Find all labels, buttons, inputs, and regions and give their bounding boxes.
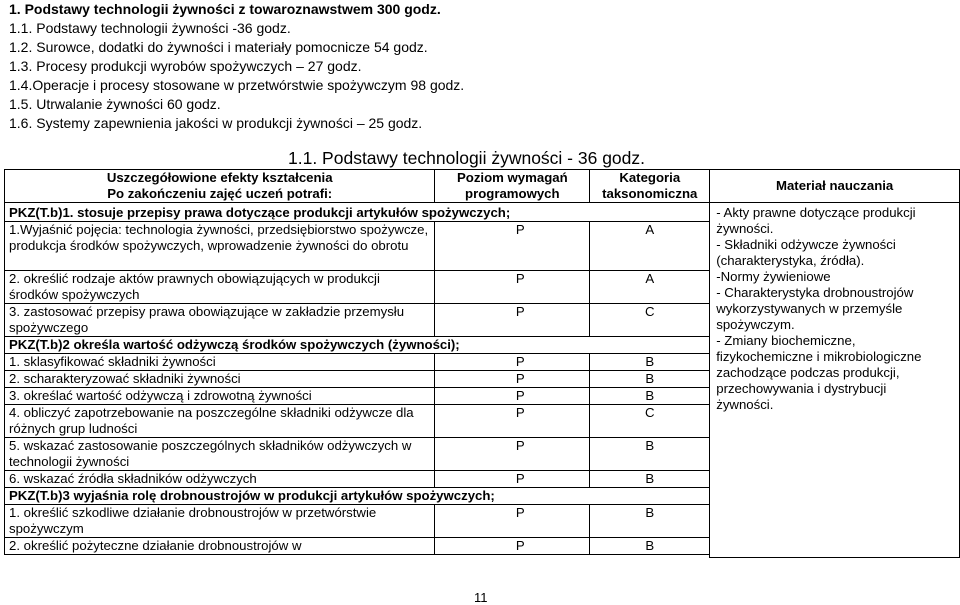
category-cell: B [590, 388, 710, 405]
category-cell: C [590, 405, 710, 438]
level-cell: P [435, 271, 590, 304]
material-line: (charakterystyka, źródła). [716, 253, 865, 268]
header-level [435, 170, 590, 203]
header-line: 1.4.Operacje i procesy stosowane w przetwórstwie spożywczym 98 godz. [9, 77, 465, 93]
category-cell: B [590, 471, 710, 488]
level-cell: P [435, 471, 590, 488]
header-effects-line2: Po zakończeniu zajęć uczeń potrafi: [107, 186, 333, 201]
header-effects-line1: Uszczegółowione efekty kształcenia [106, 170, 333, 185]
header-line: 1.1. Podstawy technologii żywności -36 godz. [9, 20, 291, 36]
effect-text: 4. obliczyć zapotrzebowanie na poszczególne składniki odżywcze dla różnych grup ludności [5, 405, 435, 438]
group-heading: PKZ(T.b)1. stosuje przepisy prawa dotyczące produkcji artykułów spożywczych; [5, 203, 710, 222]
level-cell: P [435, 405, 590, 438]
effect-text: 1. sklasyfikować składniki żywności [5, 354, 435, 371]
category-cell: B [590, 438, 710, 471]
material-cell [710, 203, 960, 558]
level-cell: P [435, 538, 590, 555]
material-line: wykorzystywanych w przemyśle [716, 301, 903, 316]
effect-text: 2. określić pożyteczne działanie drobnoustrojów w [5, 538, 435, 555]
header-category-line1: Kategoria [619, 170, 681, 185]
category-cell: C [590, 304, 710, 337]
category-cell: B [590, 505, 710, 538]
material-line: fizykochemiczne i mikrobiologiczne [716, 349, 922, 364]
level-cell: P [435, 371, 590, 388]
effect-text: 2. określić rodzaje aktów prawnych obowiązujących w produkcji środków spożywczych [5, 271, 435, 304]
material-line: - Akty prawne dotyczące produkcji [716, 205, 916, 220]
header-line: 1.6. Systemy zapewnienia jakości w produkcji żywności – 25 godz. [9, 115, 423, 131]
material-line: spożywczym. [716, 317, 795, 332]
effect-text: 3. określać wartość odżywczą i zdrowotną żywności [5, 388, 435, 405]
group-heading: PKZ(T.b)3 wyjaśnia rolę drobnoustrojów w produkcji artykułów spożywczych; [5, 488, 710, 505]
group-heading-row [5, 203, 960, 222]
effect-text: 3. zastosować przepisy prawa obowiązujące w zakładzie przemysłu spożywczego [5, 304, 435, 337]
effect-text: 1.Wyjaśnić pojęcia: technologia żywności, przedsiębiorstwo spożywcze, produkcja środków spożywczych, wprowadzenie żywności do obrotu [5, 222, 435, 271]
spacer-cell [5, 555, 710, 558]
material-line: - Zmiany biochemiczne, [716, 333, 856, 348]
header-level-line1: Poziom wymagań [456, 170, 568, 185]
header-line: 1.2. Surowce, dodatki do żywności i materiały pomocnicze 54 godz. [9, 39, 428, 55]
effect-text: 2. scharakteryzować składniki żywności [5, 371, 435, 388]
level-cell: P [435, 354, 590, 371]
header-category-line2: taksonomiczna [602, 186, 698, 201]
category-cell: B [590, 354, 710, 371]
level-cell: P [435, 505, 590, 538]
effect-text: 5. wskazać zastosowanie poszczególnych składników odżywczych w technologii żywności [5, 438, 435, 471]
material-line: przechowywania i dystrybucji [716, 381, 887, 396]
page-number: 11 [474, 590, 488, 605]
level-cell: P [435, 438, 590, 471]
category-cell: B [590, 538, 710, 555]
material-line: żywności. [716, 221, 774, 236]
category-cell: A [590, 222, 710, 271]
header-effects [5, 170, 435, 203]
header-level-line2: programowych [465, 186, 560, 201]
section-title: 1.1. Podstawy technologii żywności - 36 godz. [288, 148, 645, 168]
material-line: -Normy żywieniowe [716, 269, 831, 284]
level-cell: P [435, 388, 590, 405]
table-header-row [5, 170, 960, 203]
category-cell: B [590, 371, 710, 388]
header-line: 1.5. Utrwalanie żywności 60 godz. [9, 96, 221, 112]
material-line: - Charakterystyka drobnoustrojów [716, 285, 914, 300]
header-material: Materiał nauczania [710, 170, 960, 203]
header-line: 1.3. Procesy produkcji wyrobów spożywczych – 27 godz. [9, 58, 362, 74]
category-cell: A [590, 271, 710, 304]
curriculum-table [4, 169, 960, 558]
effect-text: 6. wskazać źródła składników odżywczych [5, 471, 435, 488]
document-header [9, 0, 464, 133]
level-cell: P [435, 222, 590, 271]
header-title: 1. Podstawy technologii żywności z towaroznawstwem 300 godz. [9, 1, 441, 17]
material-line: żywności. [716, 397, 774, 412]
header-category [590, 170, 710, 203]
group-heading: PKZ(T.b)2 określa wartość odżywczą środków spożywczych (żywności); [5, 337, 710, 354]
material-line: zachodzące podczas produkcji, [716, 365, 900, 380]
effect-text: 1. określić szkodliwe działanie drobnoustrojów w przetwórstwie spożywczym [5, 505, 435, 538]
material-line: - Składniki odżywcze żywności [716, 237, 896, 252]
level-cell: P [435, 304, 590, 337]
